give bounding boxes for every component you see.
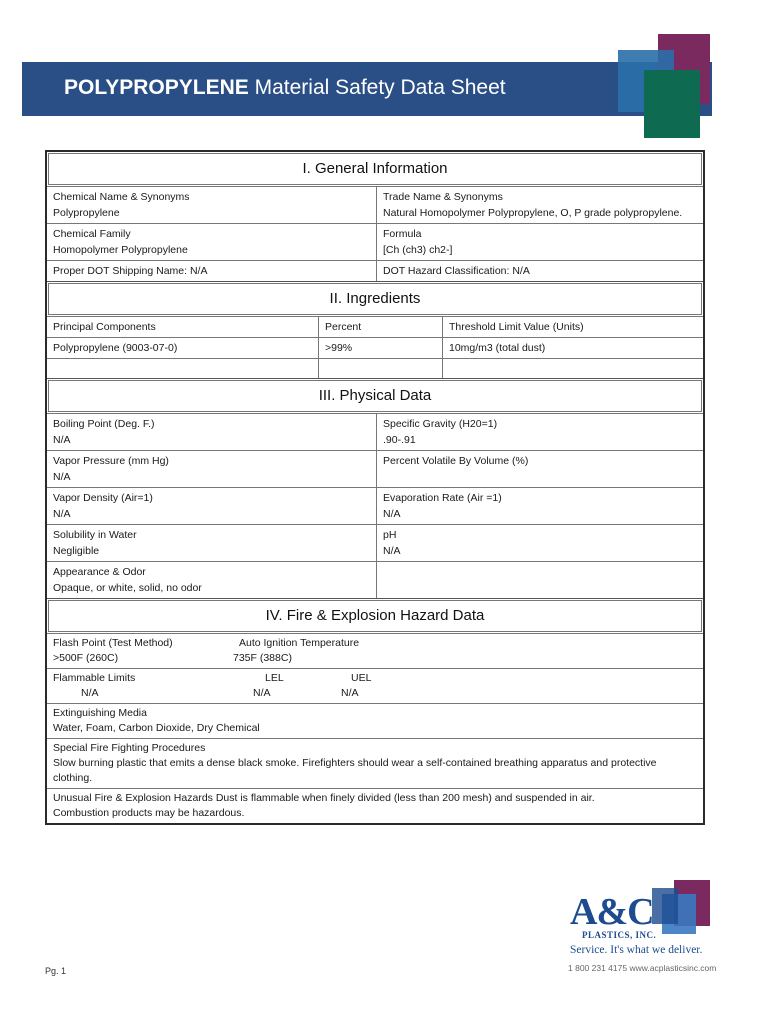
col-threshold: Threshold Limit Value (Units): [449, 321, 584, 333]
trade-name-value: Natural Homopolymer Polypropylene, O, P grade polypropylene.: [383, 207, 683, 219]
boiling-point-value: N/A: [53, 434, 71, 446]
logo-square-dark: [652, 888, 678, 924]
unusual-hazards-text: Unusual Fire & Explosion Hazards Dust is flammable when finely divided (less than 200 mesh) and suspended in air.: [53, 792, 595, 804]
section-physical-data: [47, 378, 703, 598]
uel-value: N/A: [341, 687, 359, 699]
chemical-family-value: Homopolymer Polypropylene: [53, 244, 188, 256]
section-heading: I. General Information: [48, 153, 702, 185]
special-procedures-value: Slow burning plastic that emits a dense black smoke. Firefighters should wear a self-contained breathing apparatus and protective clothing.: [53, 757, 657, 784]
dot-shipping-name: Proper DOT Shipping Name: N/A: [53, 265, 208, 277]
company-logo: [566, 880, 726, 980]
auto-ignition-value: 735F (388C): [233, 652, 292, 664]
section-ingredients: [47, 281, 703, 378]
section-heading: IV. Fire & Explosion Hazard Data: [48, 600, 702, 632]
appearance-value: Opaque, or white, solid, no odor: [53, 582, 202, 594]
solubility-label: Solubility in Water: [53, 529, 137, 541]
empty-cell: [319, 359, 443, 378]
chemical-name-label: Chemical Name & Synonyms: [53, 191, 190, 203]
decor-square-green: [644, 70, 700, 138]
formula-label: Formula: [383, 228, 422, 240]
logo-subtitle: PLASTICS, INC.: [582, 930, 657, 940]
extinguishing-media-label: Extinguishing Media: [53, 707, 147, 719]
page-title: POLYPROPYLENE Material Safety Data Sheet: [64, 76, 506, 99]
col-percent: Percent: [325, 321, 362, 333]
vapor-pressure-value: N/A: [53, 471, 71, 483]
header-banner: [22, 62, 712, 116]
page-number: Pg. 1: [45, 966, 67, 976]
solubility-value: Negligible: [53, 545, 100, 557]
extinguishing-media-value: Water, Foam, Carbon Dioxide, Dry Chemical: [53, 722, 260, 734]
evaporation-rate-value: N/A: [383, 508, 401, 520]
appearance-label: Appearance & Odor: [53, 566, 146, 578]
vapor-density-value: N/A: [53, 508, 71, 520]
empty-cell: [47, 359, 319, 378]
ph-value: N/A: [383, 545, 401, 557]
auto-ignition-label: Auto Ignition Temperature: [239, 637, 360, 649]
vapor-pressure-label: Vapor Pressure (mm Hg): [53, 455, 169, 467]
lel-value: N/A: [253, 687, 271, 699]
tagline: Service. It's what we deliver.: [570, 944, 703, 956]
col-principal-components: Principal Components: [53, 321, 156, 333]
flammable-limits-label: Flammable Limits: [53, 672, 136, 684]
dot-hazard-classification: DOT Hazard Classification: N/A: [383, 265, 530, 277]
percent-value: >99%: [325, 342, 353, 354]
component-value: Polypropylene (9003-07-0): [53, 342, 178, 354]
threshold-value: 10mg/m3 (total dust): [449, 342, 546, 354]
vapor-density-label: Vapor Density (Air=1): [53, 492, 153, 504]
chemical-name-value: Polypropylene: [53, 207, 120, 219]
uel-label: UEL: [351, 672, 372, 684]
combustion-products-text: Combustion products may be hazardous.: [53, 807, 245, 819]
msds-document: [45, 150, 705, 825]
section-heading: III. Physical Data: [48, 380, 702, 412]
percent-volatile-label: Percent Volatile By Volume (%): [383, 455, 529, 467]
section-general-information: [47, 153, 703, 281]
trade-name-label: Trade Name & Synonyms: [383, 191, 503, 203]
formula-value: [Ch (ch3) ch2-]: [383, 244, 453, 256]
special-procedures-label: Special Fire Fighting Procedures: [53, 742, 206, 754]
empty-cell: [443, 359, 703, 378]
lel-label: LEL: [265, 672, 284, 684]
flash-point-label: Flash Point (Test Method): [53, 637, 173, 649]
logo-wordmark: A&C: [570, 891, 654, 933]
flammable-limits-value: N/A: [81, 687, 99, 699]
section-fire-explosion: [47, 598, 703, 823]
chemical-family-label: Chemical Family: [53, 228, 131, 240]
specific-gravity-value: .90-.91: [383, 434, 416, 446]
ph-label: pH: [383, 529, 397, 541]
boiling-point-label: Boiling Point (Deg. F.): [53, 418, 155, 430]
flash-point-value: >500F (260C): [53, 652, 119, 664]
contact-info: 1 800 231 4175 www.acplasticsinc.com: [568, 963, 717, 973]
section-heading: II. Ingredients: [48, 283, 702, 315]
evaporation-rate-label: Evaporation Rate (Air =1): [383, 492, 502, 504]
empty-cell: [377, 562, 703, 598]
specific-gravity-label: Specific Gravity (H20=1): [383, 418, 498, 430]
